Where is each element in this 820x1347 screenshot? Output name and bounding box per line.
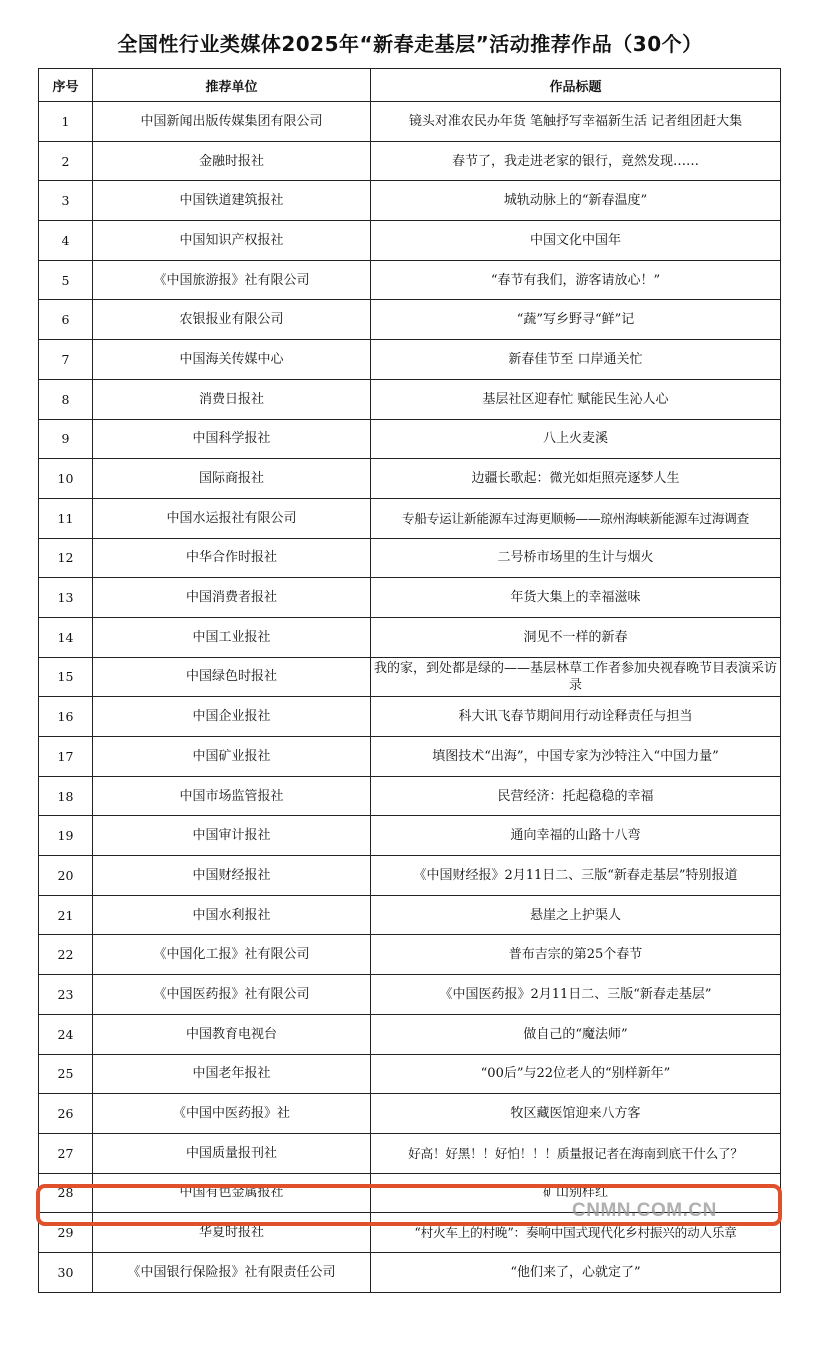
cell-unit: 中国海关传媒中心 (93, 340, 371, 380)
cell-title: 好高！好黑！！好怕！！！质量报记者在海南到底干什么了？ (371, 1133, 781, 1173)
cell-title: 新春佳节至 口岸通关忙 (371, 340, 781, 380)
table-row (39, 260, 781, 300)
cell-unit: 中国财经报社 (93, 856, 371, 896)
table-row (39, 102, 781, 142)
cell-unit: 中国质量报刊社 (93, 1133, 371, 1173)
cell-title: 牧区藏医馆迎来八方客 (371, 1094, 781, 1134)
table-row (39, 578, 781, 618)
cell-no: 7 (39, 340, 93, 380)
cell-title: 《中国财经报》2月11日二、三版“新春走基层”特别报道 (371, 856, 781, 896)
table-row (39, 856, 781, 896)
cell-unit: 《中国旅游报》社有限公司 (93, 260, 371, 300)
cell-title: “村火车上的村晚”：奏响中国式现代化乡村振兴的动人乐章 (371, 1213, 781, 1253)
header-no: 序号 (39, 69, 93, 102)
cell-title: “蔬”写乡野寻“鲜”记 (371, 300, 781, 340)
cell-unit: 《中国中医药报》社 (93, 1094, 371, 1134)
cell-unit: 中国新闻出版传媒集团有限公司 (93, 102, 371, 142)
table-row (39, 776, 781, 816)
cell-unit: 中国绿色时报社 (93, 657, 371, 697)
cell-no: 12 (39, 538, 93, 578)
table-row (39, 379, 781, 419)
table-row (39, 816, 781, 856)
cell-title: 镜头对准农民办年货 笔触抒写幸福新生活 记者组团赶大集 (371, 102, 781, 142)
cell-no: 19 (39, 816, 93, 856)
cell-no: 10 (39, 459, 93, 499)
table-row (39, 221, 781, 261)
cell-no: 2 (39, 141, 93, 181)
cell-no: 15 (39, 657, 93, 697)
table-header-row (39, 69, 781, 102)
cell-unit: 中国企业报社 (93, 697, 371, 737)
page-title: 全国性行业类媒体2025年“新春走基层”活动推荐作品（30个） (117, 32, 703, 56)
cell-unit: 国际商报社 (93, 459, 371, 499)
table-row (39, 1054, 781, 1094)
table-row (39, 498, 781, 538)
table-row (39, 459, 781, 499)
cell-unit: 中国知识产权报社 (93, 221, 371, 261)
cell-no: 18 (39, 776, 93, 816)
header-unit: 推荐单位 (93, 69, 371, 102)
cell-no: 11 (39, 498, 93, 538)
cell-no: 25 (39, 1054, 93, 1094)
cell-unit: 中国消费者报社 (93, 578, 371, 618)
table-row (39, 895, 781, 935)
cell-title: 二号桥市场里的生计与烟火 (371, 538, 781, 578)
cell-no: 21 (39, 895, 93, 935)
table-row (39, 697, 781, 737)
table-row (39, 538, 781, 578)
cell-title: 《中国医药报》2月11日二、三版“新春走基层” (371, 975, 781, 1015)
cell-unit: 中国教育电视台 (93, 1014, 371, 1054)
cell-no: 24 (39, 1014, 93, 1054)
cell-unit: 消费日报社 (93, 379, 371, 419)
recommendations-table (38, 68, 781, 1293)
cell-title: 八上火麦溪 (371, 419, 781, 459)
cell-title: “春节有我们，游客请放心！” (371, 260, 781, 300)
table-row (39, 1252, 781, 1292)
cell-no: 8 (39, 379, 93, 419)
cell-no: 17 (39, 737, 93, 777)
cell-title: 春节了，我走进老家的银行，竟然发现…… (371, 141, 781, 181)
cell-title: 中国文化中国年 (371, 221, 781, 261)
cell-no: 16 (39, 697, 93, 737)
cell-title: “他们来了，心就定了” (371, 1252, 781, 1292)
cell-title: 做自己的“魔法师” (371, 1014, 781, 1054)
cell-title: 悬崖之上护渠人 (371, 895, 781, 935)
table-body (39, 102, 781, 1293)
cell-unit: 《中国银行保险报》社有限责任公司 (93, 1252, 371, 1292)
cell-no: 27 (39, 1133, 93, 1173)
table-row (39, 1014, 781, 1054)
cell-title: 填图技术“出海”，中国专家为沙特注入“中国力量” (371, 737, 781, 777)
cell-title: 科大讯飞春节期间用行动诠释责任与担当 (371, 697, 781, 737)
table-row (39, 617, 781, 657)
cell-unit: 《中国化工报》社有限公司 (93, 935, 371, 975)
cell-title: 民营经济：托起稳稳的幸福 (371, 776, 781, 816)
cell-no: 13 (39, 578, 93, 618)
cell-no: 1 (39, 102, 93, 142)
table-row (39, 935, 781, 975)
cell-title: 边疆长歌起：微光如炬照亮逐梦人生 (371, 459, 781, 499)
cell-unit: 中国市场监管报社 (93, 776, 371, 816)
cell-no: 9 (39, 419, 93, 459)
cell-unit: 华夏时报社 (93, 1213, 371, 1253)
table-row (39, 657, 781, 697)
cell-no: 26 (39, 1094, 93, 1134)
cell-title: “00后”与22位老人的“别样新年” (371, 1054, 781, 1094)
cell-title: 矿山别样红 (371, 1173, 781, 1213)
cell-no: 22 (39, 935, 93, 975)
cell-no: 23 (39, 975, 93, 1015)
cell-no: 14 (39, 617, 93, 657)
cell-no: 29 (39, 1213, 93, 1253)
cell-title: 城轨动脉上的“新春温度” (371, 181, 781, 221)
cell-no: 30 (39, 1252, 93, 1292)
cell-no: 5 (39, 260, 93, 300)
table-row (39, 340, 781, 380)
table-row (39, 181, 781, 221)
cell-title: 年货大集上的幸福滋味 (371, 578, 781, 618)
table-row (39, 141, 781, 181)
cell-title: 洞见不一样的新春 (371, 617, 781, 657)
cell-unit: 中国铁道建筑报社 (93, 181, 371, 221)
cell-unit: 中国老年报社 (93, 1054, 371, 1094)
cell-unit: 中国矿业报社 (93, 737, 371, 777)
cell-unit: 《中国医药报》社有限公司 (93, 975, 371, 1015)
table-row (39, 419, 781, 459)
cell-unit: 金融时报社 (93, 141, 371, 181)
cell-title: 基层社区迎春忙 赋能民生沁人心 (371, 379, 781, 419)
cell-no: 3 (39, 181, 93, 221)
watermark: CNMN.COM.CN (572, 1200, 717, 1221)
cell-no: 6 (39, 300, 93, 340)
cell-unit: 中华合作时报社 (93, 538, 371, 578)
cell-unit: 中国水利报社 (93, 895, 371, 935)
cell-no: 4 (39, 221, 93, 261)
cell-unit: 中国水运报社有限公司 (93, 498, 371, 538)
cell-title: 通向幸福的山路十八弯 (371, 816, 781, 856)
cell-title: 专船专运让新能源车过海更顺畅——琼州海峡新能源车过海调查 (371, 498, 781, 538)
cell-unit: 农银报业有限公司 (93, 300, 371, 340)
table-row (39, 975, 781, 1015)
cell-no: 28 (39, 1173, 93, 1213)
cell-title: 普布吉宗的第25个春节 (371, 935, 781, 975)
header-title: 作品标题 (371, 69, 781, 102)
table-row (39, 1133, 781, 1173)
cell-title: 我的家，到处都是绿的——基层林草工作者参加央视春晚节目表演采访录 (371, 657, 781, 697)
cell-unit: 中国科学报社 (93, 419, 371, 459)
cell-unit: 中国工业报社 (93, 617, 371, 657)
table-row (39, 737, 781, 777)
cell-unit: 中国有色金属报社 (93, 1173, 371, 1213)
cell-unit: 中国审计报社 (93, 816, 371, 856)
cell-no: 20 (39, 856, 93, 896)
table-row (39, 300, 781, 340)
table-row (39, 1094, 781, 1134)
